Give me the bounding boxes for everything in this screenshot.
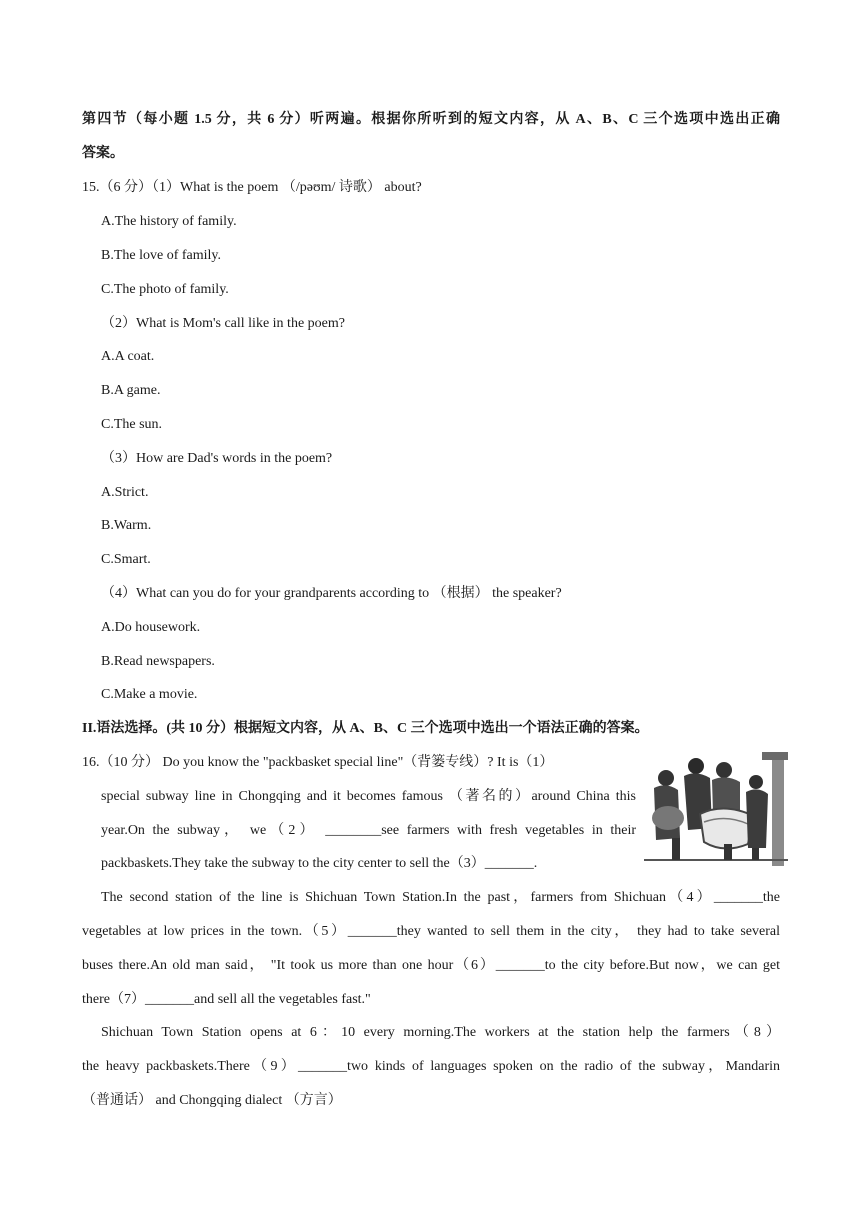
q15-1-option-c: C.The photo of family. bbox=[101, 282, 229, 297]
q16-paragraph-3-line-2: the heavy packbaskets.There（9）_______two kinds of languages spoken on the radio of the subway，Mandarin bbox=[82, 1059, 780, 1074]
q15-4-option-c: C.Make a movie. bbox=[101, 687, 198, 702]
section-4-instructions: 第四节（每小题 1.5 分，共 6 分）听两遍。根据你所听到的短文内容，从 A、B、C 三个选项中选出正确 bbox=[82, 112, 780, 127]
q15-1-option-a: A.The history of family. bbox=[101, 214, 237, 229]
q16-paragraph-2-line-3: buses there.An old man said， "It took us more than one hour（6）_______to the city before.But now，we can get bbox=[82, 958, 780, 973]
q15-4-question: （4）What can you do for your grandparents according to （根据） the speaker? bbox=[101, 586, 562, 601]
q15-2-option-c: C.The sun. bbox=[101, 417, 163, 432]
question-15-header: 15.（6 分）（1）What is the poem （/pəʊm/ 诗歌） about? bbox=[82, 180, 422, 195]
q15-2-option-a: A.A coat. bbox=[101, 349, 155, 364]
farmers-packbasket-illustration bbox=[644, 748, 788, 866]
q15-4-option-b: B.Read newspapers. bbox=[101, 654, 215, 669]
q15-2-question: （2）What is Mom's call like in the poem? bbox=[101, 316, 345, 331]
q16-line-4: packbaskets.They take the subway to the city center to sell the（3）_______. bbox=[101, 856, 538, 871]
q15-3-option-c: C.Smart. bbox=[101, 552, 151, 567]
q16-paragraph-2-line-1: The second station of the line is Shichuan Town Station.In the past，farmers from Shichuan（4）_______the bbox=[101, 890, 780, 905]
section-4-instructions-cont: 答案。 bbox=[82, 146, 124, 161]
q15-1-option-b: B.The love of family. bbox=[101, 248, 222, 263]
q15-3-option-b: B.Warm. bbox=[101, 518, 152, 533]
q16-paragraph-2-line-4: there（7）_______and sell all the vegetables fast." bbox=[82, 992, 371, 1007]
q15-4-option-a: A.Do housework. bbox=[101, 620, 201, 635]
q16-paragraph-3-line-1: Shichuan Town Station opens at 6：10 every morning.The workers at the station help the farmers（8） bbox=[101, 1025, 780, 1040]
q16-paragraph-2-line-2: vegetables at low prices in the town.（5）_______they wanted to sell them in the city， they had to take several bbox=[82, 924, 780, 939]
q16-paragraph-3-line-3: （普通话） and Chongqing dialect （方言） bbox=[82, 1093, 342, 1108]
q15-2-option-b: B.A game. bbox=[101, 383, 161, 398]
q16-line-2: special subway line in Chongqing and it becomes famous （著名的）around China this bbox=[101, 789, 636, 804]
q16-line-3: year.On the subway， we（2） ________see farmers with fresh vegetables in their bbox=[101, 823, 636, 838]
section-2-title: II.语法选择。(共 10 分）根据短文内容，从 A、B、C 三个选项中选出一个语法正确的答案。 bbox=[82, 721, 649, 736]
q16-line-1: 16.（10 分） Do you know the "packbasket special line"（背篓专线）? It is（1） bbox=[82, 755, 554, 770]
q15-3-question: （3）How are Dad's words in the poem? bbox=[101, 451, 333, 466]
q15-3-option-a: A.Strict. bbox=[101, 485, 149, 500]
